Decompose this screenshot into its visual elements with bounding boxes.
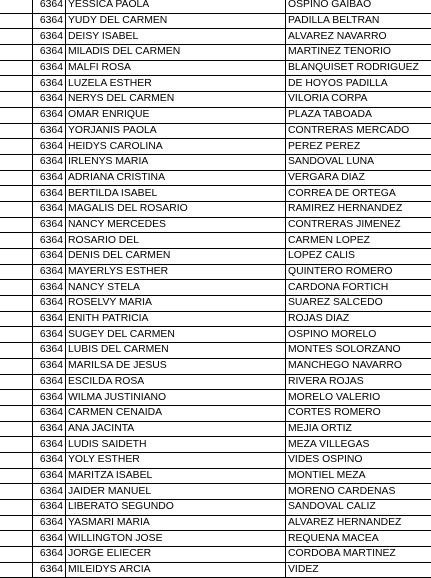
names-cell[interactable]: ROSARIO DEL <box>66 233 286 249</box>
names-cell[interactable]: YASMARI MARIA <box>66 515 286 531</box>
empty-cell[interactable] <box>0 201 33 217</box>
names-cell[interactable]: NANCY MERCEDES <box>66 217 286 233</box>
code-cell[interactable]: 6364 <box>33 452 66 468</box>
table-row <box>0 264 431 280</box>
table-row <box>0 405 431 421</box>
empty-cell[interactable] <box>0 515 33 531</box>
surnames-cell[interactable]: OSPINO MORELO <box>286 327 431 343</box>
surnames-cell[interactable]: SANDOVAL CALIZ <box>286 500 431 516</box>
empty-cell[interactable] <box>0 264 33 280</box>
surnames-cell[interactable]: MONTIEL MEZA <box>286 468 431 484</box>
code-cell[interactable]: 6364 <box>33 500 66 516</box>
empty-cell[interactable] <box>0 139 33 155</box>
empty-cell[interactable] <box>0 154 33 170</box>
empty-cell[interactable] <box>0 0 33 13</box>
names-cell[interactable]: WILMA JUSTINIANO <box>66 390 286 406</box>
table-row <box>0 13 431 29</box>
table-row <box>0 201 431 217</box>
table-row <box>0 280 431 296</box>
empty-cell[interactable] <box>0 531 33 547</box>
empty-cell[interactable] <box>0 13 33 29</box>
surnames-cell[interactable]: VIDEZ <box>286 562 431 578</box>
names-cell[interactable]: MAYERLYS ESTHER <box>66 264 286 280</box>
table-row <box>0 390 431 406</box>
code-cell[interactable]: 6364 <box>33 421 66 437</box>
code-cell[interactable]: 6364 <box>33 139 66 155</box>
empty-cell[interactable] <box>0 217 33 233</box>
names-cell[interactable]: LIBERATO SEGUNDO <box>66 500 286 516</box>
table-row <box>0 327 431 343</box>
names-cell[interactable]: MARITZA ISABEL <box>66 468 286 484</box>
surnames-cell[interactable]: PLAZA TABOADA <box>286 107 431 123</box>
table-row <box>0 484 431 500</box>
surnames-cell[interactable]: MANCHEGO NAVARRO <box>286 358 431 374</box>
empty-cell[interactable] <box>0 60 33 76</box>
names-cell[interactable]: CARMEN CENAIDA <box>66 405 286 421</box>
empty-cell[interactable] <box>0 452 33 468</box>
empty-cell[interactable] <box>0 186 33 202</box>
empty-cell[interactable] <box>0 249 33 265</box>
names-cell[interactable]: SUGEY DEL CARMEN <box>66 327 286 343</box>
empty-cell[interactable] <box>0 547 33 563</box>
code-cell[interactable]: 6364 <box>33 343 66 359</box>
names-cell[interactable]: MAGALIS DEL ROSARIO <box>66 201 286 217</box>
empty-cell[interactable] <box>0 500 33 516</box>
code-cell[interactable]: 6364 <box>33 264 66 280</box>
table-row <box>0 139 431 155</box>
surnames-cell[interactable]: ALVAREZ NAVARRO <box>286 29 431 45</box>
code-cell[interactable]: 6364 <box>33 29 66 45</box>
surnames-cell[interactable]: MEJIA ORTIZ <box>286 421 431 437</box>
empty-cell[interactable] <box>0 170 33 186</box>
code-cell[interactable]: 6364 <box>33 484 66 500</box>
empty-cell[interactable] <box>0 390 33 406</box>
empty-cell[interactable] <box>0 468 33 484</box>
empty-cell[interactable] <box>0 233 33 249</box>
empty-cell[interactable] <box>0 343 33 359</box>
table-row <box>0 452 431 468</box>
names-cell[interactable]: MALFI ROSA <box>66 60 286 76</box>
empty-cell[interactable] <box>0 280 33 296</box>
code-cell[interactable]: 6364 <box>33 0 66 13</box>
surnames-cell[interactable]: VERGARA DIAZ <box>286 170 431 186</box>
code-cell[interactable]: 6364 <box>33 217 66 233</box>
names-cell[interactable]: NERYS DEL CARMEN <box>66 92 286 108</box>
table-row <box>0 29 431 45</box>
names-cell[interactable]: YESSICA PAOLA <box>66 0 286 13</box>
surnames-cell[interactable]: DE HOYOS PADILLA <box>286 76 431 92</box>
table-row <box>0 358 431 374</box>
surnames-cell[interactable]: CONTRERAS MERCADO <box>286 123 431 139</box>
table-row <box>0 421 431 437</box>
table-row <box>0 249 431 265</box>
table-row <box>0 170 431 186</box>
names-cell[interactable]: WILLINGTON JOSE <box>66 531 286 547</box>
surnames-cell[interactable]: CARMEN LOPEZ <box>286 233 431 249</box>
surnames-cell[interactable]: VIDES OSPINO <box>286 452 431 468</box>
code-cell[interactable]: 6364 <box>33 437 66 453</box>
code-cell[interactable]: 6364 <box>33 468 66 484</box>
table-row <box>0 0 431 13</box>
surnames-cell[interactable]: OSPINO GAIBAO <box>286 0 431 13</box>
names-cell[interactable]: IRLENYS MARIA <box>66 154 286 170</box>
surnames-cell[interactable]: PADILLA BELTRAN <box>286 13 431 29</box>
table-row <box>0 343 431 359</box>
surnames-cell[interactable]: LOPEZ CALIS <box>286 249 431 265</box>
code-cell[interactable]: 6364 <box>33 547 66 563</box>
table-row <box>0 92 431 108</box>
names-cell[interactable]: ROSELVY MARIA <box>66 296 286 312</box>
empty-cell[interactable] <box>0 327 33 343</box>
surnames-cell[interactable]: CORTES ROMERO <box>286 405 431 421</box>
empty-cell[interactable] <box>0 484 33 500</box>
empty-cell[interactable] <box>0 374 33 390</box>
table-row <box>0 437 431 453</box>
surnames-cell[interactable]: ROJAS DIAZ <box>286 311 431 327</box>
empty-cell[interactable] <box>0 92 33 108</box>
code-cell[interactable]: 6364 <box>33 154 66 170</box>
code-cell[interactable]: 6364 <box>33 280 66 296</box>
code-cell[interactable]: 6364 <box>33 60 66 76</box>
code-cell[interactable]: 6364 <box>33 201 66 217</box>
code-cell[interactable]: 6364 <box>33 358 66 374</box>
code-cell[interactable]: 6364 <box>33 249 66 265</box>
table-row <box>0 76 431 92</box>
code-cell[interactable]: 6364 <box>33 390 66 406</box>
code-cell[interactable]: 6364 <box>33 405 66 421</box>
table-row <box>0 500 431 516</box>
code-cell[interactable]: 6364 <box>33 92 66 108</box>
names-cell[interactable]: JAIDER MANUEL <box>66 484 286 500</box>
names-cell[interactable]: NANCY STELA <box>66 280 286 296</box>
names-cell[interactable]: ANA JACINTA <box>66 421 286 437</box>
empty-cell[interactable] <box>0 311 33 327</box>
surnames-cell[interactable]: MARTINEZ TENORIO <box>286 45 431 61</box>
names-cell[interactable]: ENITH PATRICIA <box>66 311 286 327</box>
surnames-cell[interactable]: CARDONA FORTICH <box>286 280 431 296</box>
empty-cell[interactable] <box>0 437 33 453</box>
code-cell[interactable]: 6364 <box>33 296 66 312</box>
surnames-cell[interactable]: BLANQUISET RODRIGUEZ <box>286 60 431 76</box>
table-row <box>0 154 431 170</box>
empty-cell[interactable] <box>0 76 33 92</box>
surnames-cell[interactable]: CORREA DE ORTEGA <box>286 186 431 202</box>
table-row <box>0 217 431 233</box>
empty-cell[interactable] <box>0 123 33 139</box>
empty-cell[interactable] <box>0 45 33 61</box>
names-cell[interactable]: BERTILDA ISABEL <box>66 186 286 202</box>
empty-cell[interactable] <box>0 29 33 45</box>
empty-cell[interactable] <box>0 562 33 578</box>
empty-cell[interactable] <box>0 107 33 123</box>
surnames-cell[interactable]: REQUENA MACEA <box>286 531 431 547</box>
surnames-cell[interactable]: ALVAREZ HERNANDEZ <box>286 515 431 531</box>
table-row <box>0 374 431 390</box>
code-cell[interactable]: 6364 <box>33 515 66 531</box>
surnames-cell[interactable]: SANDOVAL LUNA <box>286 154 431 170</box>
surnames-cell[interactable]: MEZA VILLEGAS <box>286 437 431 453</box>
names-cell[interactable]: YORJANIS PAOLA <box>66 123 286 139</box>
table-row <box>0 123 431 139</box>
surnames-cell[interactable]: MORENO CARDENAS <box>286 484 431 500</box>
names-cell[interactable]: LUZELA ESTHER <box>66 76 286 92</box>
names-cell[interactable]: OMAR ENRIQUE <box>66 107 286 123</box>
surnames-cell[interactable]: MORELO VALERIO <box>286 390 431 406</box>
table-row <box>0 107 431 123</box>
surnames-cell[interactable]: RIVERA ROJAS <box>286 374 431 390</box>
code-cell[interactable]: 6364 <box>33 170 66 186</box>
empty-cell[interactable] <box>0 405 33 421</box>
names-cell[interactable]: MARILSA DE JESUS <box>66 358 286 374</box>
names-cell[interactable]: HEIDYS CAROLINA <box>66 139 286 155</box>
table-row <box>0 296 431 312</box>
code-cell[interactable]: 6364 <box>33 123 66 139</box>
names-cell[interactable]: MILADIS DEL CARMEN <box>66 45 286 61</box>
code-cell[interactable]: 6364 <box>33 531 66 547</box>
surnames-cell[interactable]: MONTES SOLORZANO <box>286 343 431 359</box>
empty-cell[interactable] <box>0 296 33 312</box>
code-cell[interactable]: 6364 <box>33 76 66 92</box>
table-row <box>0 562 431 578</box>
surnames-cell[interactable]: SUAREZ SALCEDO <box>286 296 431 312</box>
surnames-cell[interactable]: CONTRERAS JIMENEZ <box>286 217 431 233</box>
table-row <box>0 531 431 547</box>
names-cell[interactable]: ESCILDA ROSA <box>66 374 286 390</box>
names-cell[interactable]: LUDIS SAIDETH <box>66 437 286 453</box>
code-cell[interactable]: 6364 <box>33 327 66 343</box>
empty-cell[interactable] <box>0 421 33 437</box>
code-cell[interactable]: 6364 <box>33 374 66 390</box>
code-cell[interactable]: 6364 <box>33 311 66 327</box>
code-cell[interactable]: 6364 <box>33 233 66 249</box>
surnames-cell[interactable]: RAMIREZ HERNANDEZ <box>286 201 431 217</box>
names-cell[interactable]: JORGE ELIECER <box>66 547 286 563</box>
table-row <box>0 547 431 563</box>
names-cell[interactable]: LUBIS DEL CARMEN <box>66 343 286 359</box>
code-cell[interactable]: 6364 <box>33 107 66 123</box>
table-row <box>0 233 431 249</box>
names-cell[interactable]: YOLY ESTHER <box>66 452 286 468</box>
table-row <box>0 45 431 61</box>
surnames-cell[interactable]: CORDOBA MARTINEZ <box>286 547 431 563</box>
code-cell[interactable]: 6364 <box>33 186 66 202</box>
surnames-cell[interactable]: VILORIA CORPA <box>286 92 431 108</box>
code-cell[interactable]: 6364 <box>33 562 66 578</box>
names-cell[interactable]: YUDY DEL CARMEN <box>66 13 286 29</box>
table-row <box>0 468 431 484</box>
table-row <box>0 186 431 202</box>
code-cell[interactable]: 6364 <box>33 13 66 29</box>
surnames-cell[interactable]: PEREZ PEREZ <box>286 139 431 155</box>
names-cell[interactable]: ADRIANA CRISTINA <box>66 170 286 186</box>
names-cell[interactable]: MILEIDYS ARCIA <box>66 562 286 578</box>
code-cell[interactable]: 6364 <box>33 45 66 61</box>
empty-cell[interactable] <box>0 358 33 374</box>
table-row <box>0 515 431 531</box>
names-cell[interactable]: DEISY ISABEL <box>66 29 286 45</box>
table-row <box>0 60 431 76</box>
table-row <box>0 311 431 327</box>
names-cell[interactable]: DENIS DEL CARMEN <box>66 249 286 265</box>
surnames-cell[interactable]: QUINTERO ROMERO <box>286 264 431 280</box>
